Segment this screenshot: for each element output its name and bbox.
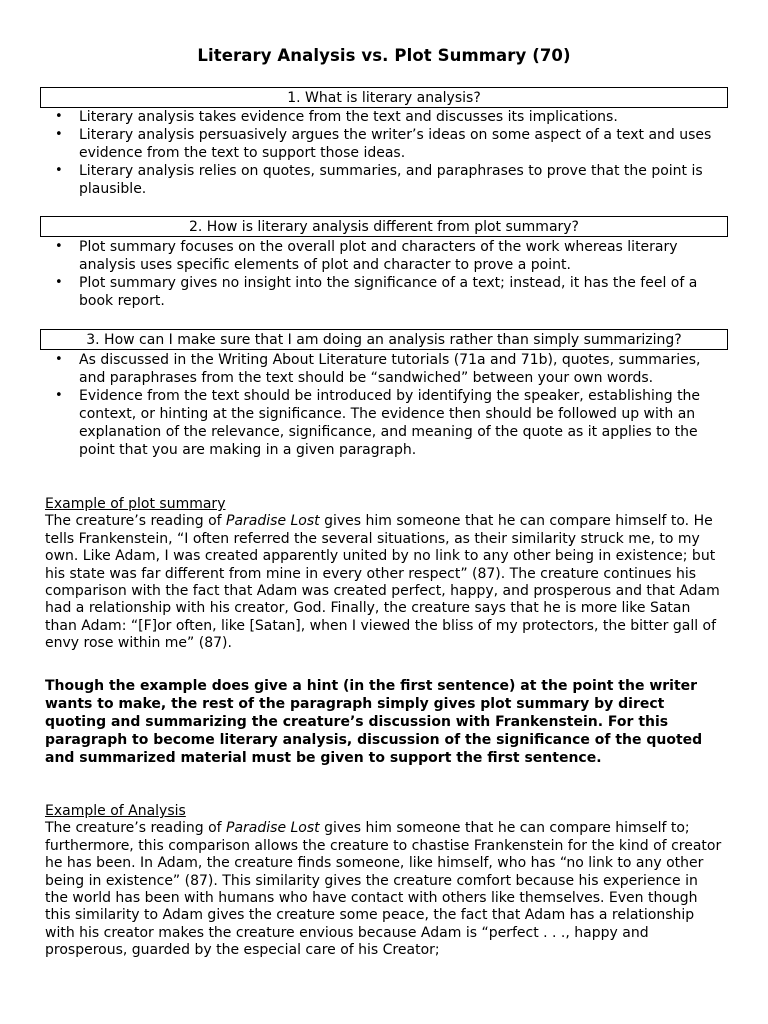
analysis-example <box>45 803 725 960</box>
work-title: Paradise Lost <box>226 513 320 530</box>
question-2-list <box>40 238 728 310</box>
analysis-heading: Example of Analysis <box>45 803 186 819</box>
commentary-paragraph: Though the example does give a hint (in the first sentence) at the point the writer wants to make, the rest of the paragraph simply gives plot summary by direct quoting and summarizing the creature’s discussion with Frankenstein. For this paragraph to become literary analysis, discussion of the significance of the quoted and summarized material must be given to support the first sentence. <box>45 678 703 766</box>
question-3-list <box>40 351 728 459</box>
question-3-box: 3. How can I make sure that I am doing an analysis rather than simply summarizing? <box>40 329 728 350</box>
list-item: • Evidence from the text should be introduced by identifying the speaker, establishing the context, or hinting at the significance. The evidence then should be followed up with an explanation of the relevance, significance, and meaning of the quote as it applies to the point that you are making in a given paragraph. <box>40 387 728 459</box>
list-item: • Literary analysis relies on quotes, summaries, and paraphrases to prove that the point is plausible. <box>40 162 728 198</box>
analysis-paragraph <box>45 820 725 959</box>
plot-summary-example <box>45 496 725 653</box>
analysis-text-rest: gives him someone that he can compare himself to; furthermore, this comparison allows the creature to chastise Frankenstein for the kind of creator he has been. In Adam, the creature finds someone, like himself, who has “no link to any other being in existence” (87). This similarity gives the creature comfort because his experience in the world has been with humans who have contact with others like themselves. Even though this similarity to Adam gives the creature some peace, the fact that Adam has a relationship with his creator makes the creature envious because Adam is “perfect . . ., happy and prosperous, guarded by the especial care of his Creator; <box>45 820 722 959</box>
work-title: Paradise Lost <box>226 820 320 837</box>
list-item: • Plot summary focuses on the overall plot and characters of the work whereas literary analysis uses specific elements of plot and character to prove a point. <box>40 238 728 274</box>
question-2-box: 2. How is literary analysis different from plot summary? <box>40 216 728 237</box>
plot-summary-text-rest: gives him someone that he can compare himself to. He tells Frankenstein, “I often referred the several situations, as their similarity struck me, to my own. Like Adam, I was created apparently united by no link to any other being in existence; but his state was far different from mine in every other respect” (87). The creature continues his comparison with the fact that Adam was created perfect, happy, and prosperous and that Adam had a relationship with his creator, God. Finally, the creature says that he is more like Satan than Adam: “[F]or often, like [Satan], when I viewed the bliss of my protectors, the bitter gall of envy rose within me” (87). <box>45 513 720 652</box>
plot-summary-heading: Example of plot summary <box>45 496 226 512</box>
page-title: Literary Analysis vs. Plot Summary (70) <box>197 46 571 65</box>
question-1-box: 1. What is literary analysis? <box>40 87 728 108</box>
list-item: • Plot summary gives no insight into the significance of a text; instead, it has the feel of a book report. <box>40 274 728 310</box>
plot-summary-text-start: The creature’s reading of <box>45 513 227 530</box>
plot-summary-paragraph <box>45 513 725 652</box>
list-item: • Literary analysis persuasively argues the writer’s ideas on some aspect of a text and uses evidence from the text to support those ideas. <box>40 126 728 162</box>
question-1-list <box>40 108 728 198</box>
list-item: • Literary analysis takes evidence from the text and discusses its implications. <box>40 108 728 126</box>
analysis-text-start: The creature’s reading of <box>45 820 227 837</box>
list-item: • As discussed in the Writing About Literature tutorials (71a and 71b), quotes, summaries, and paraphrases from the text should be “sandwiched” between your own words. <box>40 351 728 387</box>
